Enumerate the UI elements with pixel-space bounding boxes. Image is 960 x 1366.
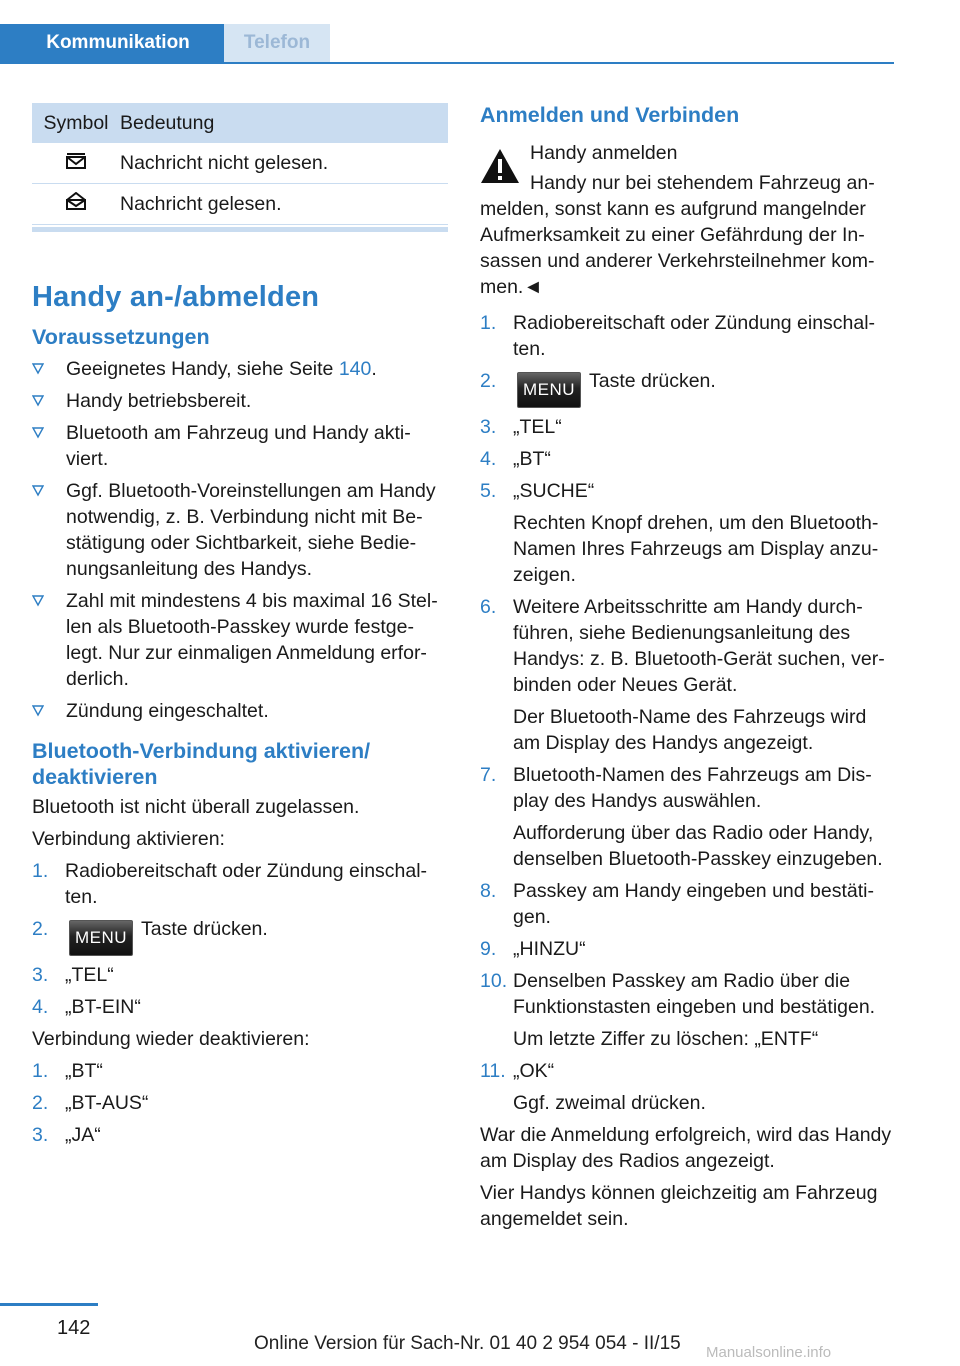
list-item: 6. Weitere Arbeitsschritte am Handy durch‐ führen, siehe Bedienungsanleitung des Handys: z. B. Bluetooth-Gerät suchen, ver‐ binden oder Neues Gerät. Der Bluetooth-Name des Fahrzeugs wird am Display des Handys angezeigt. <box>480 596 885 754</box>
tab-telefon[interactable]: Telefon <box>224 24 330 62</box>
triangle-bullet-icon <box>32 485 44 497</box>
list-item: 3. „JA“ <box>32 1124 101 1146</box>
paragraph: Vier Handys können gleichzeitig am Fahrzeug angemeldet sein. <box>480 1182 878 1230</box>
tab-kommunikation[interactable]: Kommunikation <box>0 24 224 62</box>
triangle-bullet-icon <box>32 363 44 375</box>
warning-box <box>480 140 896 300</box>
warning-text-first: Handy nur bei stehendem Fahrzeug an‐ <box>530 172 875 194</box>
paragraph: Verbindung aktivieren: <box>32 828 225 850</box>
warning-text: melden, sonst kann es aufgrund mangelnder Aufmerksamkeit zu einer Gefährdung der In‐ sassen und anderer Verkehrsteilnehmer kom‐ men.◄ <box>480 198 875 298</box>
list-item: 7. Bluetooth-Namen des Fahrzeugs am Dis‐ play des Handys auswählen. Aufforderung über das Radio oder Handy, denselben Bluetooth-Passkey einzugeben. <box>480 764 883 870</box>
list-item: 4. „BT“ <box>480 448 551 470</box>
left-column <box>32 103 448 1154</box>
table-header-symbol: Symbol <box>32 103 120 143</box>
list-item: Ggf. Bluetooth-Voreinstellungen am Handy notwendig, z. B. Verbindung nicht mit Be‐ stätigung oder Sichtbarkeit, siehe Bedie‐ nungsanleitung des Handys. <box>32 478 448 582</box>
list-item: Bluetooth am Fahrzeug und Handy akti‐ viert. <box>32 420 448 472</box>
deactivate-steps <box>32 1058 448 1148</box>
list-item: 3. „TEL“ <box>32 964 114 986</box>
warning-triangle-icon <box>480 148 520 184</box>
list-item: Handy betriebsbereit. <box>32 388 448 414</box>
paragraph: Bluetooth ist nicht überall zugelassen. <box>32 796 360 818</box>
page-number: 142 <box>57 1317 91 1339</box>
list-item: 9. „HINZU“ <box>480 938 586 960</box>
list-item: 2. MENU Taste drücken. <box>32 916 448 956</box>
envelope-open-icon <box>66 192 86 210</box>
list-item: 8. Passkey am Handy eingeben und bestäti‐ gen. <box>480 880 874 928</box>
prerequisites-list <box>32 356 448 724</box>
list-item: Zahl mit mindestens 4 bis maximal 16 Stel‐ len als Bluetooth-Passkey wurde festge‐ legt. Nur zur einmaligen Anmeldung erfor‐ derlich. <box>32 588 448 692</box>
warning-title: Handy anmelden <box>530 142 678 164</box>
symbol-table <box>32 103 448 225</box>
list-item: 3. „TEL“ <box>480 416 562 438</box>
list-item: 2. MENU Taste drücken. <box>480 368 896 408</box>
chapter-header <box>0 24 894 64</box>
list-item: 10. Denselben Passkey am Radio über die Funktionstasten eingeben und bestätigen. Um letzte Ziffer zu löschen: „ENTF“ <box>480 970 876 1050</box>
subsection-bluetooth: Bluetooth-Verbindung aktivieren/ deaktivieren <box>32 739 371 789</box>
list-item: 1. Radiobereitschaft oder Zündung einschal‐ ten. <box>32 860 428 908</box>
list-item: 5. „SUCHE“ Rechten Knopf drehen, um den Bluetooth- Namen Ihres Fahrzeugs am Display anzu‐ zeigen. <box>480 480 879 586</box>
activate-steps <box>32 858 448 1020</box>
paragraph: Verbindung wieder deaktivieren: <box>32 1028 310 1050</box>
paragraph: War die Anmeldung erfolgreich, wird das Handy am Display des Radios angezeigt. <box>480 1124 892 1172</box>
page-link-140[interactable]: 140 <box>338 358 372 380</box>
subsection-anmelden: Anmelden und Verbinden <box>480 103 740 127</box>
table-header-bedeutung: Bedeutung <box>120 103 448 143</box>
list-item: Geeignetes Handy, siehe Seite 140. <box>32 356 448 382</box>
list-item: 2. „BT-AUS“ <box>32 1092 149 1114</box>
list-item: 11. „OK“ Ggf. zweimal drücken. <box>480 1060 706 1114</box>
table-row <box>32 184 448 225</box>
online-version-note: Online Version für Sach-Nr. 01 40 2 954 054 - II/15 <box>254 1333 681 1354</box>
menu-button-icon: MENU <box>69 920 133 956</box>
subsection-prerequisites: Voraussetzungen <box>32 325 210 349</box>
triangle-bullet-icon <box>32 595 44 607</box>
table-cell-meaning: Nachricht nicht gelesen. <box>120 143 448 184</box>
table-cell-meaning: Nachricht gelesen. <box>120 184 448 225</box>
registration-steps <box>480 310 896 1116</box>
list-item: 1. Radiobereitschaft oder Zündung einschal‐ ten. <box>480 312 876 360</box>
list-item: 1. „BT“ <box>32 1060 103 1082</box>
footer-rule <box>0 1303 98 1306</box>
menu-button-icon: MENU <box>517 372 581 408</box>
triangle-bullet-icon <box>32 705 44 717</box>
watermark: Manualsonline.info <box>706 1344 832 1361</box>
table-end-rule <box>32 227 448 232</box>
table-row <box>32 143 448 184</box>
list-item: Zündung eingeschaltet. <box>32 698 448 724</box>
triangle-bullet-icon <box>32 395 44 407</box>
triangle-bullet-icon <box>32 427 44 439</box>
envelope-closed-icon <box>66 153 86 169</box>
section-title: Handy an-/abmelden <box>32 281 320 313</box>
right-column <box>480 102 896 1232</box>
list-item: 4. „BT-EIN“ <box>32 996 141 1018</box>
